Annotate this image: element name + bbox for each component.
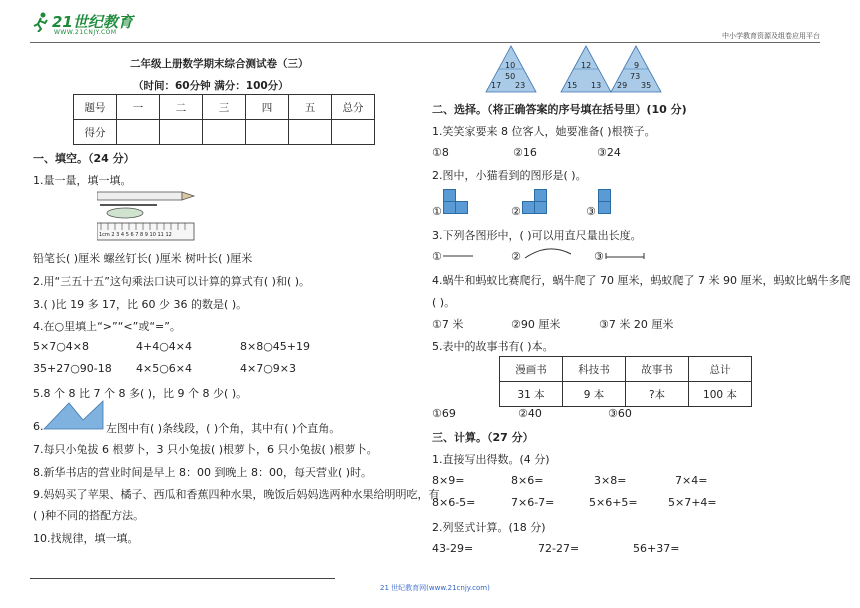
- calc-item: 8×6-5=: [432, 496, 476, 509]
- compare-item: 4×5○6×4: [136, 362, 193, 375]
- table-cell: 一: [117, 95, 160, 120]
- compare-item: 4×7○9×3: [240, 362, 297, 375]
- question-9-line-1: 9.妈妈买了苹果、橘子、西瓜和香蕉四种水果，晚饭后妈妈选两种水果给明明吃，有: [33, 488, 440, 501]
- table-cell: 得分: [74, 120, 117, 145]
- choice-4-line-1: 4.蜗牛和蚂蚁比赛爬行，蜗牛爬了 70 厘米，蚂蚁爬了 7 米 90 厘米，蚂蚁比蜗牛多爬: [432, 274, 851, 287]
- question-3: 3.( )比 19 多 17，比 60 少 36 的数是( )。: [33, 298, 248, 311]
- score-input-cell[interactable]: [332, 120, 375, 145]
- leaf-icon: [107, 208, 143, 218]
- question-1: 1.量一量，填一填。: [33, 174, 132, 187]
- question-7: 7.每只小兔拔 6 根萝卜，3 只小兔拔( )根萝卜，6 只小兔拔( )根萝卜。: [33, 443, 378, 456]
- cube-icon: [534, 201, 547, 214]
- table-row: [74, 120, 375, 145]
- question-9-line-2: ( )种不同的搭配方法。: [33, 509, 145, 522]
- choice-option[interactable]: ②16: [513, 146, 537, 159]
- curve-option: [523, 246, 583, 260]
- triangle-right-number: 13: [591, 81, 602, 90]
- logo-text: 21世纪教育: [52, 13, 133, 31]
- table-cell: 总计: [689, 357, 752, 382]
- calc-item: 72-27=: [538, 542, 580, 555]
- table-cell: 三: [203, 95, 246, 120]
- footer-link[interactable]: 21 世纪教育网(www.21cnjy.com): [380, 584, 490, 592]
- table-cell: ?本: [626, 382, 689, 407]
- pencil-icon: [97, 192, 182, 200]
- table-cell: 五: [289, 95, 332, 120]
- calc-item: 8×9=: [432, 474, 465, 487]
- triangle-left-number: 17: [491, 81, 502, 90]
- table-row: [500, 357, 752, 382]
- choice-option[interactable]: ①: [432, 250, 442, 263]
- cube-icon: [598, 201, 611, 214]
- header-divider: [30, 42, 820, 43]
- score-input-cell[interactable]: [117, 120, 160, 145]
- choice-5: 5.表中的故事书有( )本。: [432, 340, 554, 353]
- angle-figure: [43, 400, 105, 430]
- compare-item: 35+27○90-18: [33, 362, 112, 375]
- logo-subtext: WWW.21CNJY.COM: [54, 29, 117, 36]
- triangle-left-number: 15: [567, 81, 578, 90]
- choice-option[interactable]: ③7 米 20 厘米: [599, 318, 674, 331]
- table-cell: 总分: [332, 95, 375, 120]
- triangle-top-number: 9: [634, 61, 640, 70]
- triangle-mid-number: 73: [630, 72, 641, 81]
- book-table: [499, 356, 752, 407]
- choice-2: 2.图中，小猫看到的图形是( )。: [432, 169, 587, 182]
- table-cell: 漫画书: [500, 357, 563, 382]
- choice-option[interactable]: ①8: [432, 146, 449, 159]
- choice-option[interactable]: ①: [432, 205, 442, 218]
- footer-divider: [30, 578, 335, 579]
- section-1-heading: 一、填空。（24 分）: [33, 152, 135, 165]
- cube-icon: [534, 189, 547, 202]
- choice-option[interactable]: ③: [594, 250, 604, 263]
- choice-3: 3.下列各图形中，( )可以用直尺量出长度。: [432, 229, 642, 242]
- table-cell: 31 本: [500, 382, 563, 407]
- choice-option[interactable]: ①69: [432, 407, 456, 420]
- calc-item: 5×6+5=: [589, 496, 638, 509]
- choice-option[interactable]: ③60: [608, 407, 632, 420]
- score-input-cell[interactable]: [160, 120, 203, 145]
- section-2-heading: 二、选择。（将正确答案的序号填在括号里）(10 分): [432, 103, 687, 116]
- score-input-cell[interactable]: [289, 120, 332, 145]
- choice-option[interactable]: ②: [511, 250, 521, 263]
- table-cell: 四: [246, 95, 289, 120]
- table-cell: 科技书: [563, 357, 626, 382]
- angle-shape-icon: [44, 401, 103, 429]
- curve-line-icon: [525, 249, 571, 258]
- choice-option[interactable]: ②: [511, 205, 521, 218]
- score-input-cell[interactable]: [246, 120, 289, 145]
- question-6-number: 6.: [33, 420, 44, 433]
- question-2: 2.用“三五十五”这句乘法口诀可以计算的算式有( )和( )。: [33, 275, 311, 288]
- logo: [30, 10, 150, 38]
- question-8: 8.新华书店的营业时间是早上 8：00 到晚上 8：00，每天营业( )时。: [33, 466, 373, 479]
- calc-item: 43-29=: [432, 542, 474, 555]
- table-cell: 9 本: [563, 382, 626, 407]
- cube-icon: [455, 201, 468, 214]
- exam-title: 二年级上册数学期末综合测试卷（三）: [130, 58, 309, 70]
- calc-item: 5×7+4=: [668, 496, 717, 509]
- section-3-heading: 三、计算。（27 分）: [432, 431, 534, 444]
- choice-1: 1.笑笑家要来 8 位客人，她要准备( )根筷子。: [432, 125, 656, 138]
- question-1-answer: 铅笔长( )厘米 螺丝钉长( )厘米 树叶长( )厘米: [33, 252, 253, 265]
- segment-option: [604, 249, 648, 261]
- question-5: 5.8 个 8 比 7 个 8 多( )，比 9 个 8 少( )。: [33, 387, 248, 400]
- calc-item: 8×6=: [511, 474, 544, 487]
- choice-option[interactable]: ③: [586, 205, 596, 218]
- score-input-cell[interactable]: [203, 120, 246, 145]
- calc-item: 7×4=: [675, 474, 708, 487]
- choice-option[interactable]: ②90 厘米: [511, 318, 561, 331]
- table-cell: 二: [160, 95, 203, 120]
- calc-2: 2.列竖式计算。(18 分): [432, 521, 546, 534]
- compare-item: 5×7○4×8: [33, 340, 90, 353]
- exam-subtitle: （时间：60分钟 满分：100分）: [133, 80, 289, 92]
- question-4: 4.在○里填上“>”“<”或“=”。: [33, 320, 181, 333]
- calc-item: 56+37=: [633, 542, 680, 555]
- calc-item: 3×8=: [594, 474, 627, 487]
- triangle-top-number: 12: [581, 61, 592, 70]
- table-cell: 题号: [74, 95, 117, 120]
- table-row: [74, 95, 375, 120]
- triangle-top-number: 10: [505, 61, 516, 70]
- score-table: [73, 94, 375, 145]
- choice-option[interactable]: ③24: [597, 146, 621, 159]
- calc-item: 7×6-7=: [511, 496, 555, 509]
- table-cell: 故事书: [626, 357, 689, 382]
- calc-1: 1.直接写出得数。(4 分): [432, 453, 550, 466]
- line-option: [443, 251, 503, 261]
- ruler-label: 1cm 2 3 4 5 6 7 8 9 10 11 12: [99, 232, 172, 238]
- table-cell: 100 本: [689, 382, 752, 407]
- runner-logo-icon: [32, 12, 50, 32]
- triangle-mid-number: 50: [505, 72, 516, 81]
- question-10: 10.找规律，填一填。: [33, 532, 139, 545]
- compare-item: 8×8○45+19: [240, 340, 311, 353]
- compare-item: 4+4○4×4: [136, 340, 193, 353]
- choice-option[interactable]: ②40: [518, 407, 542, 420]
- header-platform-text: 中小学教育资源及组卷应用平台: [722, 32, 820, 40]
- choice-option[interactable]: ①7 米: [432, 318, 464, 331]
- triangle-right-number: 23: [515, 81, 526, 90]
- table-row: [500, 382, 752, 407]
- triangle-left-number: 29: [617, 81, 628, 90]
- question-6: 左图中有( )条线段，( )个角，其中有( )个直角。: [106, 422, 341, 435]
- choice-4-line-2: ( )。: [432, 296, 456, 309]
- triangle-right-number: 35: [641, 81, 652, 90]
